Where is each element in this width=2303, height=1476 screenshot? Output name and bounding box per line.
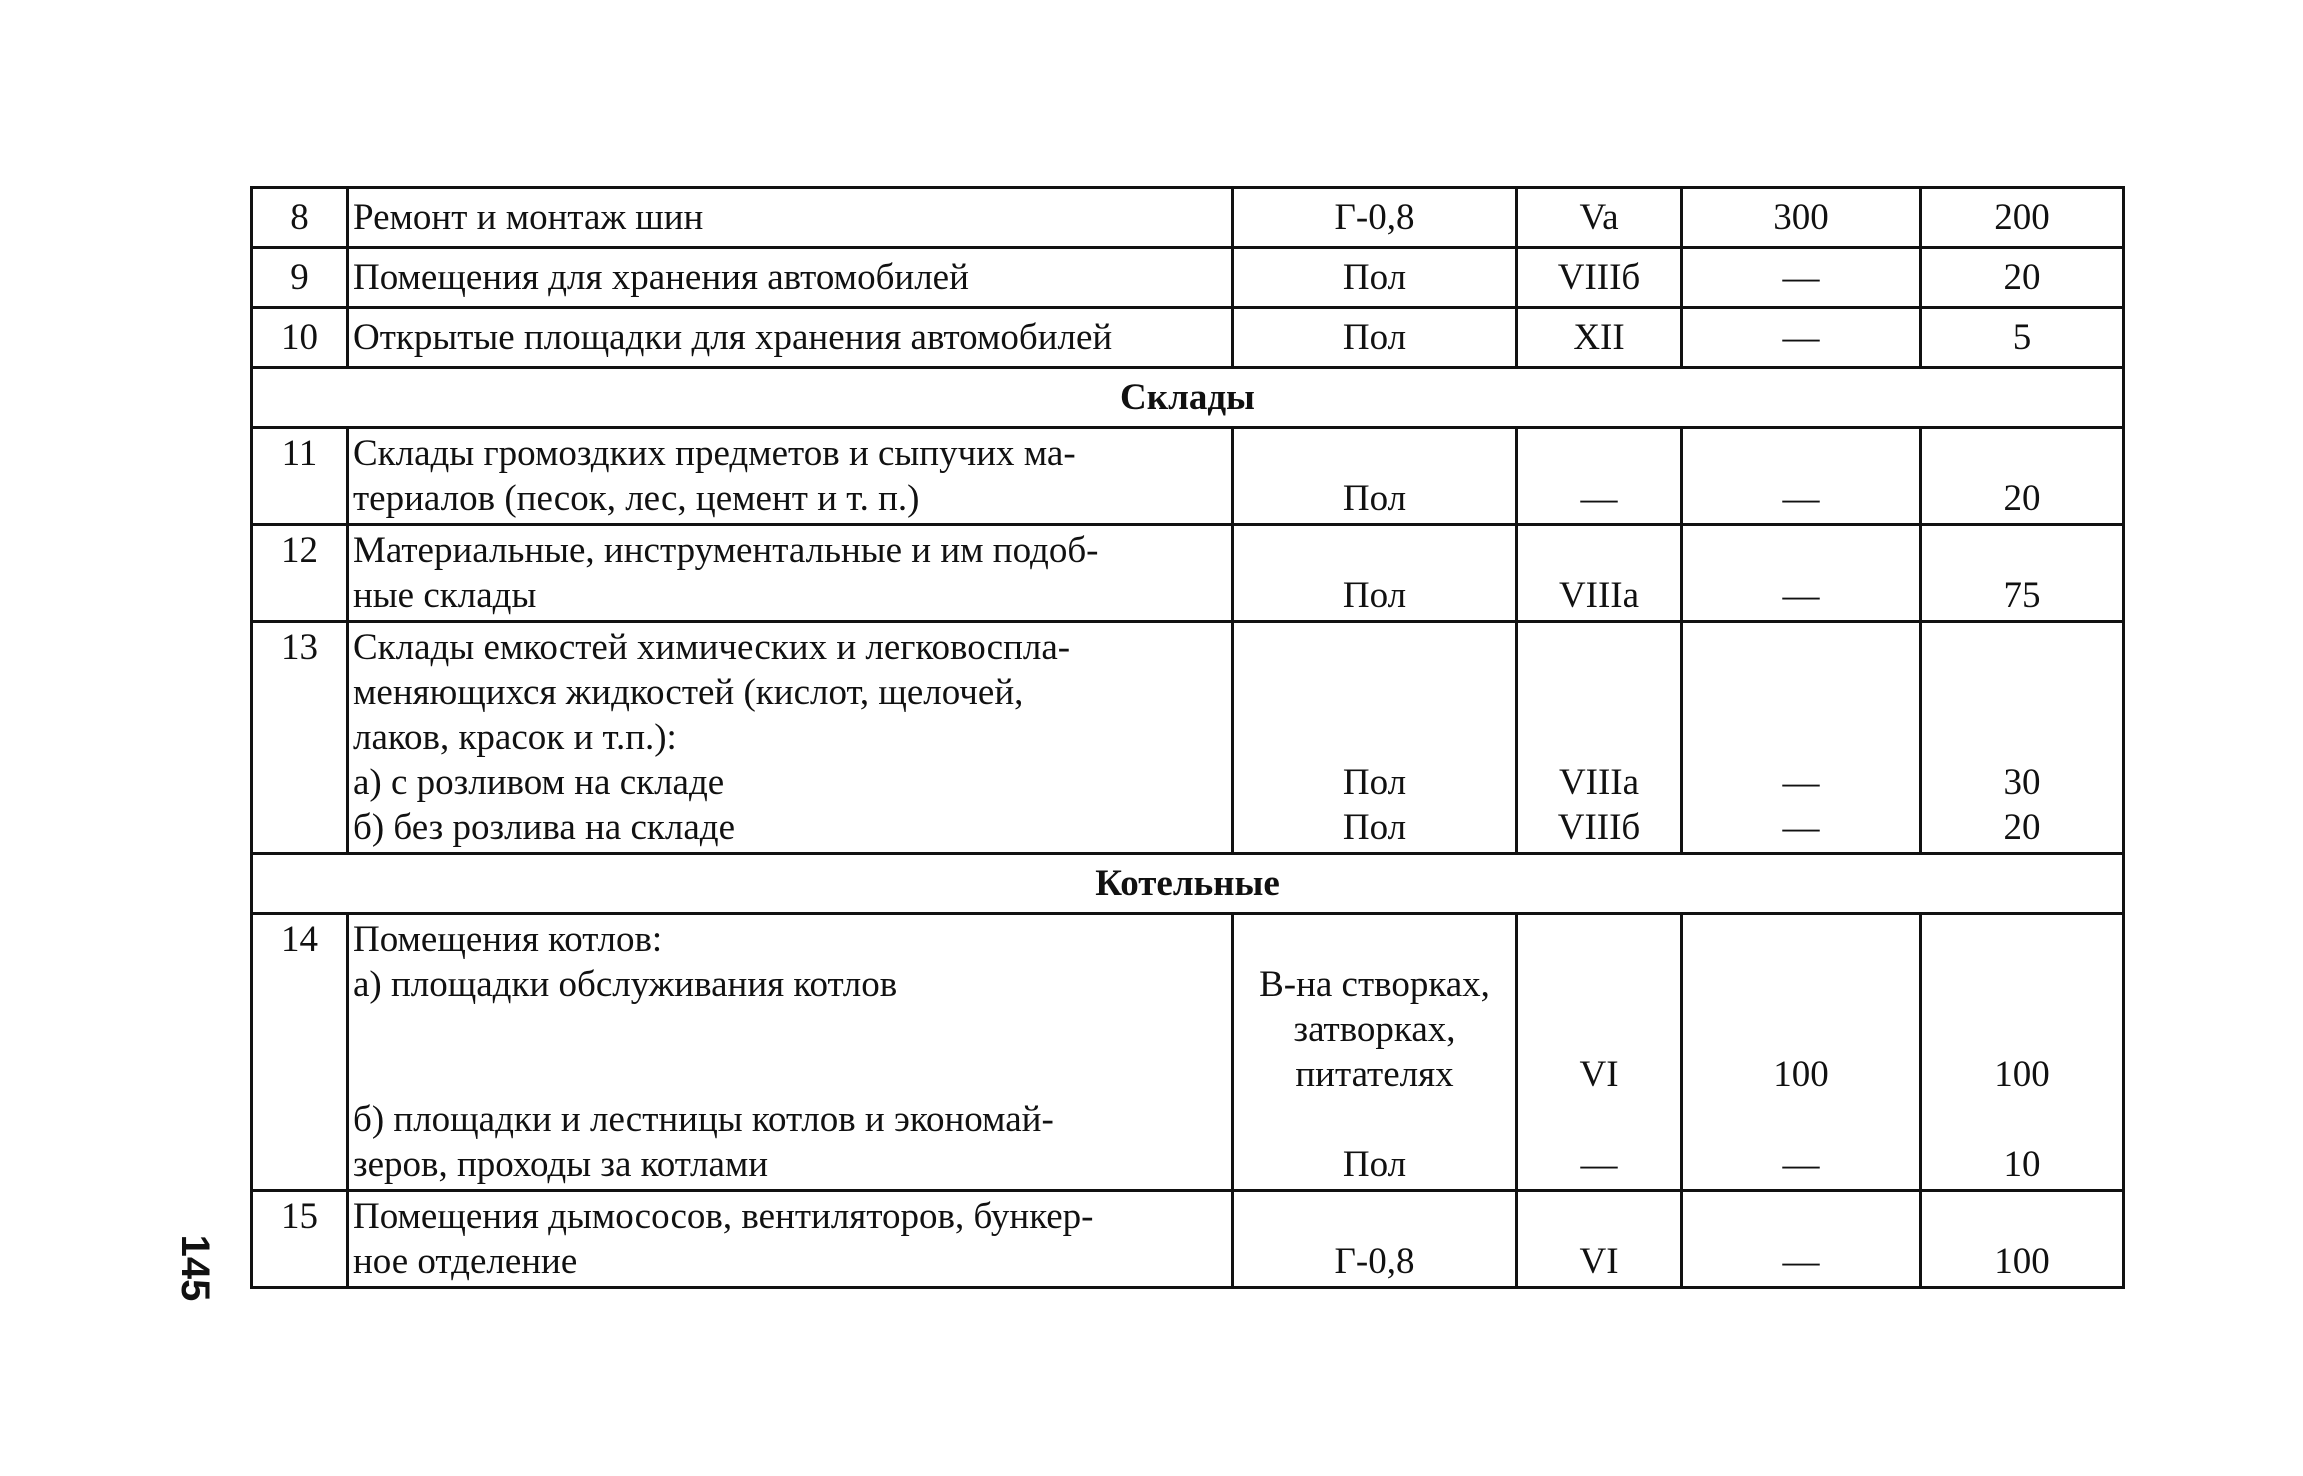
sub-b-value: Пол [1342, 1144, 1407, 1185]
sub-a-value: 100 [1773, 1054, 1829, 1095]
section-title-warehouses: Склады [252, 368, 2124, 428]
section-title-boilers: Котельные [252, 854, 2124, 914]
spacer [1689, 1007, 1913, 1052]
section-row [252, 854, 2124, 914]
sub-a-value: VIIIa [1558, 762, 1640, 803]
name-line-spacer [353, 1052, 1225, 1097]
value-general: 75 [1921, 525, 2124, 622]
row-number: 9 [252, 248, 348, 308]
spacer [1240, 1097, 1509, 1142]
value-combined: 300 [1682, 188, 1921, 248]
table-row [252, 914, 2124, 1191]
sub-b-value: Пол [1342, 807, 1407, 848]
value-general: 200 [1921, 188, 2124, 248]
value-combined: — [1682, 1191, 1921, 1288]
row-number: 15 [252, 1191, 348, 1288]
work-category: XII [1517, 308, 1682, 368]
name-line: зеров, проходы за котлами [353, 1144, 769, 1185]
room-name [348, 428, 1233, 525]
work-category: Va [1517, 188, 1682, 248]
spacer [1928, 917, 2116, 962]
lighting-plane: Пол [1233, 525, 1517, 622]
value-combined [1682, 622, 1921, 854]
sub-a-value: Пол [1342, 762, 1407, 803]
sub-a-value: VI [1579, 1054, 1619, 1095]
lighting-plane: Пол [1233, 308, 1517, 368]
work-category: VI [1517, 1191, 1682, 1288]
row-number: 8 [252, 188, 348, 248]
spacer [1240, 917, 1509, 962]
row-number: 14 [252, 914, 348, 1191]
name-line: Материальные, инструментальные и им подоб- [353, 530, 1099, 571]
sub-b-value: 10 [2003, 1144, 2041, 1185]
sub-a-value: В-на створках, [1259, 964, 1490, 1005]
name-line: меняющихся жидкостей (кислот, щелочей, [353, 672, 1024, 713]
name-line: Склады емкостей химических и легковоспла- [353, 627, 1071, 668]
sub-a-value: 100 [1994, 1054, 2050, 1095]
room-name: Помещения для хранения автомобилей [348, 248, 1233, 308]
spacer [1928, 962, 2116, 1007]
sub-a-value: 30 [2003, 762, 2041, 803]
room-name [348, 1191, 1233, 1288]
lighting-plane: Пол [1233, 428, 1517, 525]
sub-b-value: VIIIб [1557, 807, 1641, 848]
spacer [1524, 1097, 1674, 1142]
room-name [348, 914, 1233, 1191]
lighting-plane: Г-0,8 [1233, 188, 1517, 248]
lighting-plane: Пол [1233, 248, 1517, 308]
work-category [1517, 622, 1682, 854]
table-row [252, 308, 2124, 368]
norms-table [250, 186, 2125, 1289]
sub-b-value: — [1580, 1144, 1618, 1185]
spacer [1524, 917, 1674, 962]
work-category: VIIIa [1517, 525, 1682, 622]
value-combined: — [1682, 308, 1921, 368]
spacer [1689, 917, 1913, 962]
spacer [1928, 1097, 2116, 1142]
value-general: 20 [1921, 428, 2124, 525]
value-combined: — [1682, 525, 1921, 622]
value-combined [1682, 914, 1921, 1191]
section-row [252, 368, 2124, 428]
name-line: лаков, красок и т.п.): [353, 717, 677, 758]
spacer [1689, 962, 1913, 1007]
spacer [1689, 1097, 1913, 1142]
name-line: ное отделение [353, 1241, 578, 1282]
value-general [1921, 622, 2124, 854]
name-line: Помещения дымососов, вентиляторов, бункер- [353, 1196, 1094, 1237]
room-name [348, 622, 1233, 854]
value-general: 100 [1921, 1191, 2124, 1288]
name-line: б) без розлива на складе [353, 807, 736, 848]
name-line: териалов (песок, лес, цемент и т. п.) [353, 478, 920, 519]
value-combined: — [1682, 248, 1921, 308]
sub-a-value: — [1782, 762, 1820, 803]
sub-a-value: питателях [1295, 1054, 1454, 1095]
name-line: Склады громоздких предметов и сыпучих ма- [353, 433, 1076, 474]
lighting-plane [1233, 622, 1517, 854]
name-line: а) с розливом на складе [353, 762, 725, 803]
lighting-plane: Г-0,8 [1233, 1191, 1517, 1288]
row-number: 12 [252, 525, 348, 622]
lighting-plane [1233, 914, 1517, 1191]
room-name [348, 525, 1233, 622]
work-category: VIIIб [1517, 248, 1682, 308]
room-name: Открытые площадки для хранения автомобилей [348, 308, 1233, 368]
row-number: 11 [252, 428, 348, 525]
work-category [1517, 914, 1682, 1191]
row-number: 10 [252, 308, 348, 368]
name-line: б) площадки и лестницы котлов и экономай- [353, 1099, 1054, 1140]
name-line-spacer [353, 1007, 1225, 1052]
sub-b-value: — [1782, 1144, 1820, 1185]
table-row [252, 525, 2124, 622]
sub-b-value: 20 [2003, 807, 2041, 848]
name-line: Помещения котлов: [353, 919, 663, 960]
value-general [1921, 914, 2124, 1191]
value-combined: — [1682, 428, 1921, 525]
name-line: ные склады [353, 575, 537, 616]
spacer [1524, 1007, 1674, 1052]
room-name: Ремонт и монтаж шин [348, 188, 1233, 248]
table-row [252, 622, 2124, 854]
sub-b-value: — [1782, 807, 1820, 848]
table-row [252, 428, 2124, 525]
table-row [252, 248, 2124, 308]
name-line: а) площадки обслуживания котлов [353, 964, 898, 1005]
spacer [1928, 1007, 2116, 1052]
value-general: 20 [1921, 248, 2124, 308]
sub-a-value: затворках, [1293, 1009, 1456, 1050]
table-row [252, 188, 2124, 248]
table-row [252, 1191, 2124, 1288]
work-category: — [1517, 428, 1682, 525]
row-number: 13 [252, 622, 348, 854]
spacer [1524, 962, 1674, 1007]
value-general: 5 [1921, 308, 2124, 368]
page-number: 145 [173, 1234, 217, 1302]
